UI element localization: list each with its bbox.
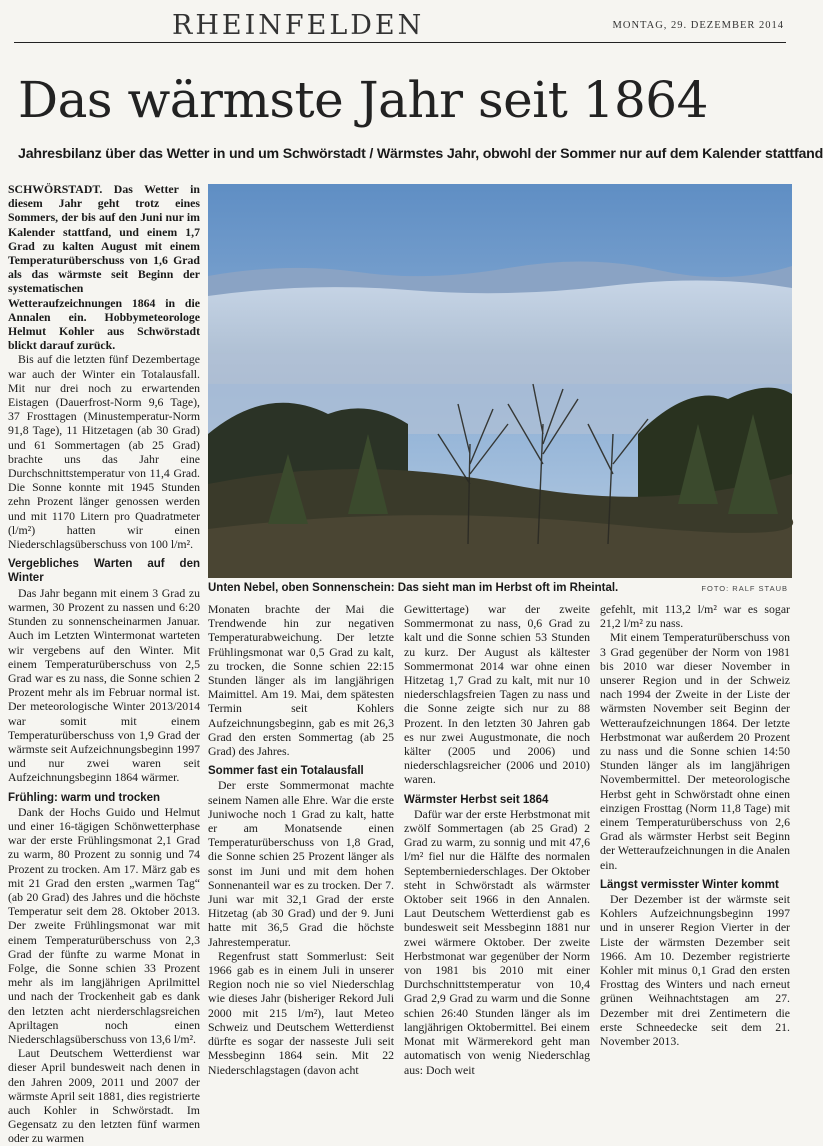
body-paragraph: Mit einem Temperaturüberschuss von 3 Grad gegenüber der Norm von 1981 bis 2010 war dieser November in unserer Region und in der Schweiz nach 1994 der Zweite in der Liste der wärmsten November seit Beginn der Wetteraufzeichnungen 1864. Der letzte Herbstmonat war außerdem 20 Prozent zu nass und die Sonne schien 14:50 Stunden länger als im langjährigen Novembermittel. Der meteorologische Herbst geht in Schwörstadt ohne einen einzigen Frosttag (Norm 11,8 Tage) mit einem Temperaturüberschuss von 2,6 Grad als wärmster Herbst seit Beginn der Wetteraufzeichnungen in die Analen ein. bbox=[600, 630, 790, 872]
article-subheadline: Jahresbilanz über das Wetter in und um Schwörstadt / Wärmstes Jahr, obwohl der Sommer nur auf dem Kalender stattfand bbox=[18, 146, 823, 162]
body-paragraph: Dank der Hochs Guido und Helmut und einer 16-tägigen Schönwetterphase war der erste Frühlingsmonat 2,1 Grad zu warm, 80 Prozent zu sonnig und 74 Prozent zu trocken. Am 17. März gab es mit 21 Grad den ersten „warmen Tag“ (ab 20 Grad) des Jahres und die höchste Temperatur seit dem 28. Oktober 2013. Der zweite Frühlingsmonat war mit einem Temperaturüberschuss von 2,3 Grad der fünfte zu warme Monat in Folge, die Sonne schien 33 Prozent mehr als im langjährigen Aprilmittel und nach der Trockenheit gab es dank den letzten acht nierderschlagsreichen Apriltagen noch einen Niederschlagsüberschuss von 13,6 l/m². bbox=[8, 804, 200, 1046]
body-paragraph: Der Dezember ist der wärmste seit Kohlers Aufzeichnungsbeginn 1997 und in unserer Region Vierter in der Liste der wärmsten Dezember seit 1966. Am 10. Dezember registrierte Kohler mit minus 0,1 Grad den ersten Frosttag des Winters und nach erneut grünen Weihnachtstagen am 27. Dezember mit drei Zentimetern die erste Schneedecke seit dem 21. November 2013. bbox=[600, 892, 790, 1049]
section-subheading: Längst vermisster Winter kommt bbox=[600, 878, 779, 891]
landscape-photo bbox=[208, 184, 792, 578]
article-column-1 bbox=[8, 182, 200, 1146]
body-paragraph: gefehlt, mit 113,2 l/m² war es sogar 21,2 l/m² zu nass. bbox=[600, 602, 790, 631]
section-subheading: Sommer fast ein Totalausfall bbox=[208, 765, 364, 778]
body-paragraph: Dafür war der erste Herbstmonat mit zwölf Sommertagen (ab 25 Grad) 2 Grad zu warm, zu sonnig und mit 47,6 l/m² fiel nur die Hälfte des normalen Septemberniederschlages. Der Oktober steht in Schwörstadt als wärmster Oktober seit 1966 in den Annalen. Laut Deutschem Wetterdienst gab es bundesweit seit Messbeginn 1881 nur zwei wärmere Oktober. Der zweite Herbstmonat war gegenüber der Norm von 1981 bis 2010 mit einer Durchschnittstemperatur von 10,4 Grad 2,9 Grad zu warm und die Sonne schien 26:40 Stunden länger als im langjährigen Oktobermittel. Bei einem Monat mit Wärmerekord geht man automatisch von wenig Niederschlag aus: Doch weit bbox=[404, 806, 590, 1077]
body-paragraph: Monaten brachte der Mai die Trendwende hin zur negativen Temperaturabweichung. Der letzte Frühlingsmonat war 0,5 Grad zu kalt, zu trocken, die Sonne schien 22:15 Stunden länger als im langjährigen Maimittel. Am 19. Mai, dem spätesten Termin seit Kohlers Aufzeichnungsbeginn, gab es mit 26,3 Grad den ersten Sommertag (ab 25 Grad) des Jahres. bbox=[208, 602, 394, 759]
body-paragraph: Gewittertage) war der zweite Sommermonat zu nass, 0,6 Grad zu kalt und die Sonne schien 53 Stunden zu kurz. Der August als kältester Sommermonat 2014 war ohne einen Hitzetag 1,7 Grad zu kalt, mit nur 10 niederschlagsfreien Tagen zu nass und die Sonne zeigte sich nur zu 88 Prozent. In den letzten 30 Jahren gab es nur zwei Augustmonate, die noch kälter (2005 und 2006) und niederschlagsreicher (2006 und 2010) waren. bbox=[404, 602, 590, 787]
page-header bbox=[14, 2, 786, 43]
section-subheading: Vergebliches Warten auf den Winter bbox=[8, 558, 200, 585]
section-subheading: Frühling: warm und trocken bbox=[8, 791, 161, 804]
section-title: RHEINFELDEN bbox=[172, 10, 425, 41]
lead-paragraph: SCHWÖRSTADT. Das Wetter in diesem Jahr geht trotz eines Sommers, der bis auf den Juni nur im Kalender stattfand, und einem 1,7 Grad zu kalten August mit einem Temperaturüberschuss von 1,6 Grad als das wärmste seit Beginn der systematischen Wetteraufzeichnungen 1864 in die Annalen ein. Hobbymeteorologe Helmut Kohler aus Schwörstadt blickt darauf zurück. bbox=[8, 182, 200, 353]
photo-credit: FOTO: RALF STAUB bbox=[701, 584, 788, 593]
article-column-4 bbox=[600, 602, 790, 1049]
article-headline: Das wärmste Jahr seit 1864 bbox=[18, 71, 708, 129]
section-subheading: Wärmster Herbst seit 1864 bbox=[404, 793, 549, 806]
article-column-3 bbox=[404, 602, 590, 1077]
issue-date: MONTAG, 29. DEZEMBER 2014 bbox=[612, 20, 784, 31]
body-paragraph: Laut Deutschem Wetterdienst war dieser April bundesweit nach denen in den Jahren 2009, 2011 und 2007 der wärmste April seit 1881, dies registrierte auch Kohler in Schwörstadt. Im Gegensatz zu den letzten fünf warmen oder zu warmen bbox=[8, 1046, 200, 1146]
body-paragraph: Der erste Sommermonat machte seinem Namen alle Ehre. War die erste Juniwoche noch 1 Grad zu kalt, hatte er am Monatsende einen Temperaturüberschuss von 1,8 Grad, die Sonne schien 25 Prozent länger als sonst im Juni und mit dem hohen Sonnenanteil war es zu trocken. Der 7. Juni war mit 32,1 Grad der erste Hitzetag (ab 30 Grad) und der 9. Juni hatte mit 36,5 Grad die höchste Jahrestemperatur. bbox=[208, 778, 394, 949]
body-paragraph: Das Jahr begann mit einem 3 Grad zu warmen, 30 Prozent zu nassen und 6:20 Stunden zu sonnenscheinarmen Januar. Auch im Letzten Wintermonat warteten wir vergebens auf den Winter. Mit einem Temperaturüberschuss von 2,5 Grad war es zu nass, die Sonne schien 2 Prozent mehr als im Februar normal ist. Der meteorologische Winter 2013/2014 war somit mit einem Temperaturüberschuss von 1,9 Grad der wärmste seit Aufzeichnungsbeginn 1997 und nur zwei waren seit Aufzeichnungsbeginn 1864 wärmer. bbox=[8, 585, 200, 785]
photo-caption: Unten Nebel, oben Sonnenschein: Das sieht man im Herbst oft im Rheintal. bbox=[208, 582, 619, 594]
article-photo bbox=[208, 184, 792, 578]
article-column-2 bbox=[208, 602, 394, 1077]
body-paragraph: Regenfrust statt Sommerlust: Seit 1966 gab es in einem Juli in unserer Region noch nie so viel Niederschlag wie dieses Jahr (bisheriger Rekord Juli 2000 mit 215 l/m²), laut Meteo Schweiz und Deutschem Wetterdienst dürfte es sogar der nasseste Juli seit Messbeginn 1864 sein. Mit 22 Niederschlagstagen (davon acht bbox=[208, 948, 394, 1077]
body-paragraph: Bis auf die letzten fünf Dezembertage war auch der Winter ein Totalausfall. Mit nur drei noch zu erwartenden Eistagen (Dauerfrost-Norm 9,6 Tage), 37 Frosttagen (Minustemperatur-Norm 91,8 Tage), 11 Hitzetagen (ab 30 Grad) und 61 Sommertagen (ab 25 Grad) brachte uns das Jahr eine Durchschnittstemperatur von 11,4 Grad. Die Sonne konnte mit 1945 Stunden zehn Prozent länger genossen werden und mit 1170 Litern pro Quadratmeter (l/m²) hatten wir einen Niederschlagsüberschuss von 100 l/m². bbox=[8, 352, 200, 552]
